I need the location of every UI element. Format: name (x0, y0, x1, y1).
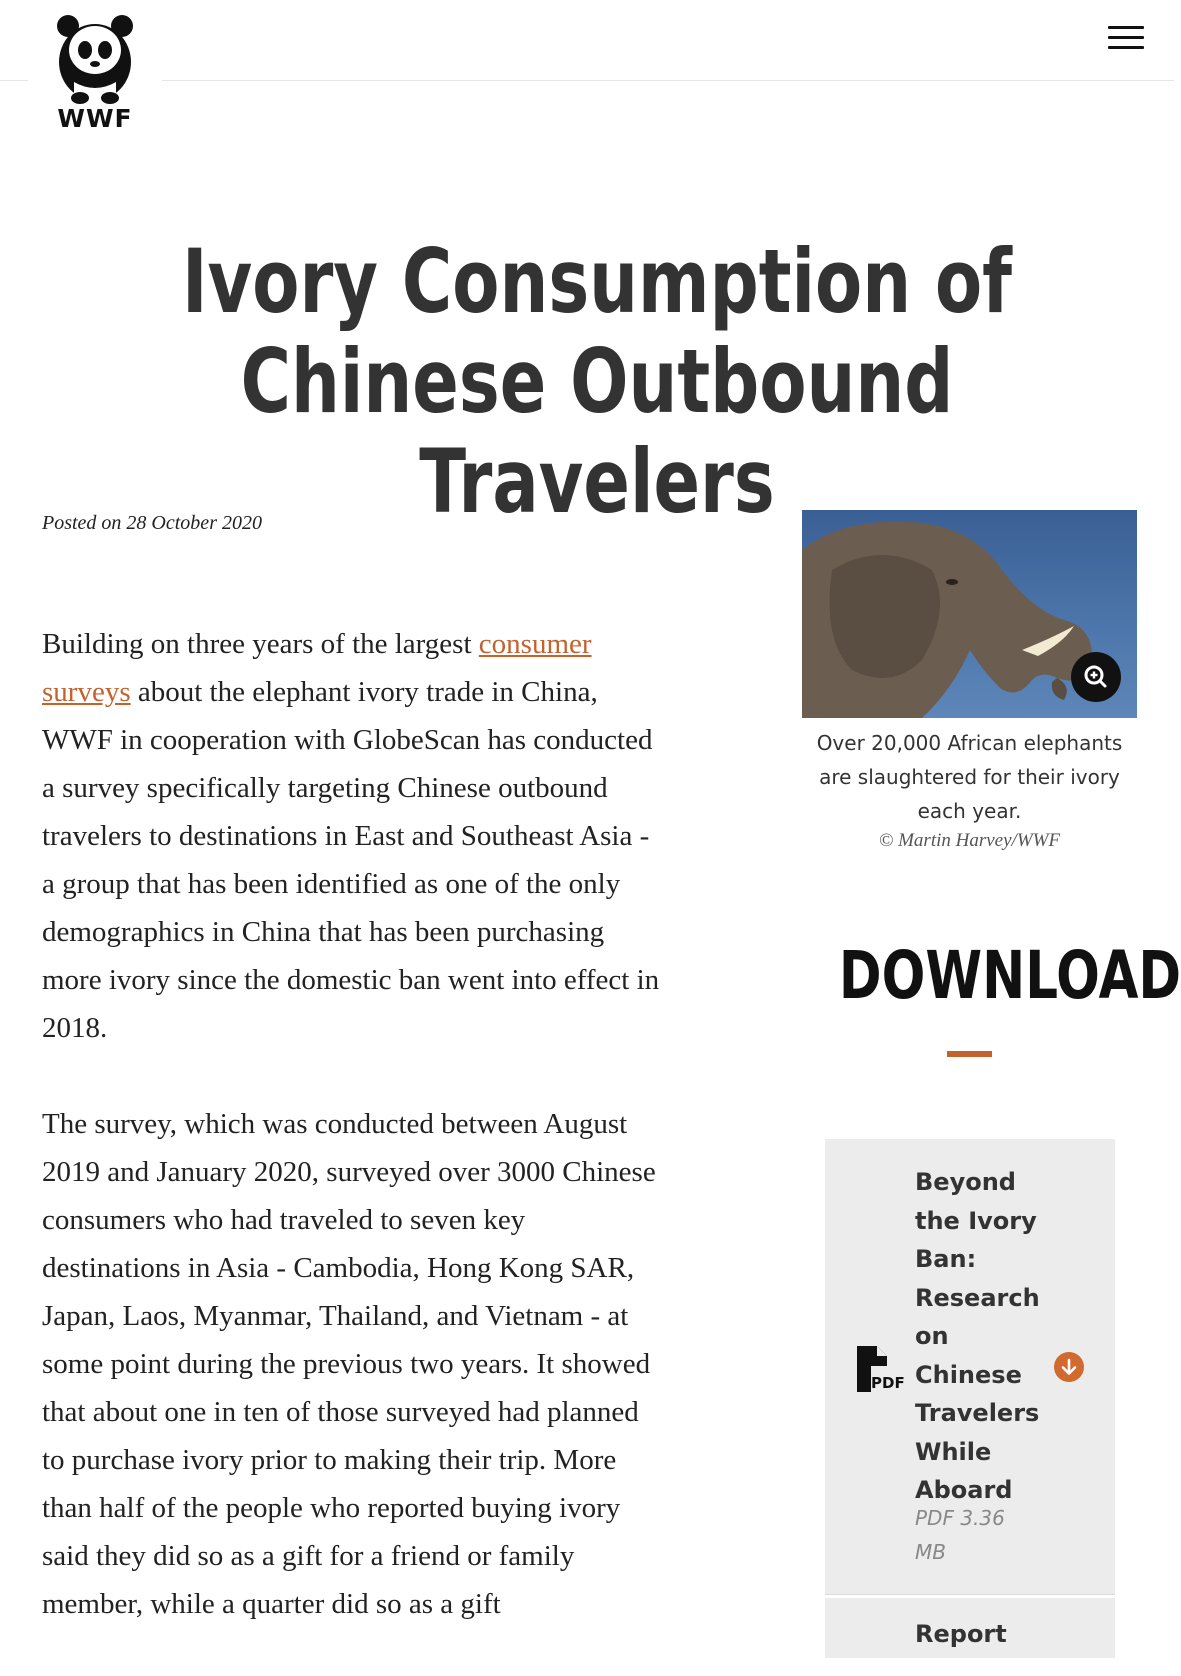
figure-caption: Over 20,000 African elephants are slaughtered for their ivory each year. (816, 731, 1123, 823)
zoom-in-icon[interactable] (1071, 652, 1121, 702)
panda-icon (52, 12, 138, 104)
consumer-surveys-link[interactable]: consumer surveys (42, 628, 592, 708)
download-item-title[interactable]: Beyond the Ivory Ban: Research on Chinese Travelers While Aboard (915, 1168, 1040, 1504)
wwf-logo[interactable] (28, 0, 162, 142)
posted-date: Posted on 28 October 2020 (42, 512, 262, 534)
magnifier-icon (1071, 652, 1121, 702)
p1-text-after: about the elephant ivory trade in China, WWF in cooperation with GlobeScan has conducted a survey specifically targeting Chinese outbound travelers to destinations in East and Southeast Asia - a group that has been identified as one of the only demographics in China that has been purchasing more ivory since the domestic ban went into effect in 2018. (42, 676, 660, 1044)
menu-bar-top (1108, 26, 1144, 29)
article-paragraph-1 (42, 620, 667, 1052)
figure-credit: © Martin Harvey/WWF (878, 830, 1061, 851)
site-header (0, 0, 1174, 133)
article-paragraph-2: The survey, which was conducted between August 2019 and January 2020, surveyed over 3000 Chinese consumers who had traveled to seven key destinations in Asia - Cambodia, Hong Kong SAR, Japan, Laos, Myanmar, Thailand, and Vietnam - at some point during the previous two years. It showed that about one in ten of those surveyed had planned to purchase ivory prior to making their trip. More than half of the people who reported buying ivory said they did so as a gift for a friend or family member, while a quarter did so as a gift (42, 1108, 656, 1620)
download-item-2-title[interactable]: Report (915, 1620, 1007, 1648)
download-item-2[interactable] (825, 1598, 1115, 1658)
download-arrow-icon[interactable] (1054, 1352, 1084, 1382)
p1-text-before: Building on three years of the largest (42, 628, 479, 660)
elephant-image[interactable] (802, 510, 1137, 718)
pdf-icon-label: PDF (871, 1374, 905, 1392)
pdf-file-icon (855, 1344, 905, 1399)
download-item-size: PDF 3.36 MB (915, 1506, 1005, 1564)
figure (802, 510, 1137, 852)
page-title: Ivory Consumption of Chinese Outbound Travelers (182, 230, 1012, 533)
menu-button[interactable] (1108, 26, 1144, 54)
download-heading: DOWNLOAD (838, 937, 1181, 1014)
menu-bar-bottom (1108, 46, 1144, 49)
download-item[interactable] (825, 1139, 1115, 1595)
article-body (42, 620, 667, 1676)
accent-divider (947, 1051, 992, 1057)
menu-bar-middle (1108, 36, 1144, 39)
logo-text: WWF (57, 104, 133, 133)
